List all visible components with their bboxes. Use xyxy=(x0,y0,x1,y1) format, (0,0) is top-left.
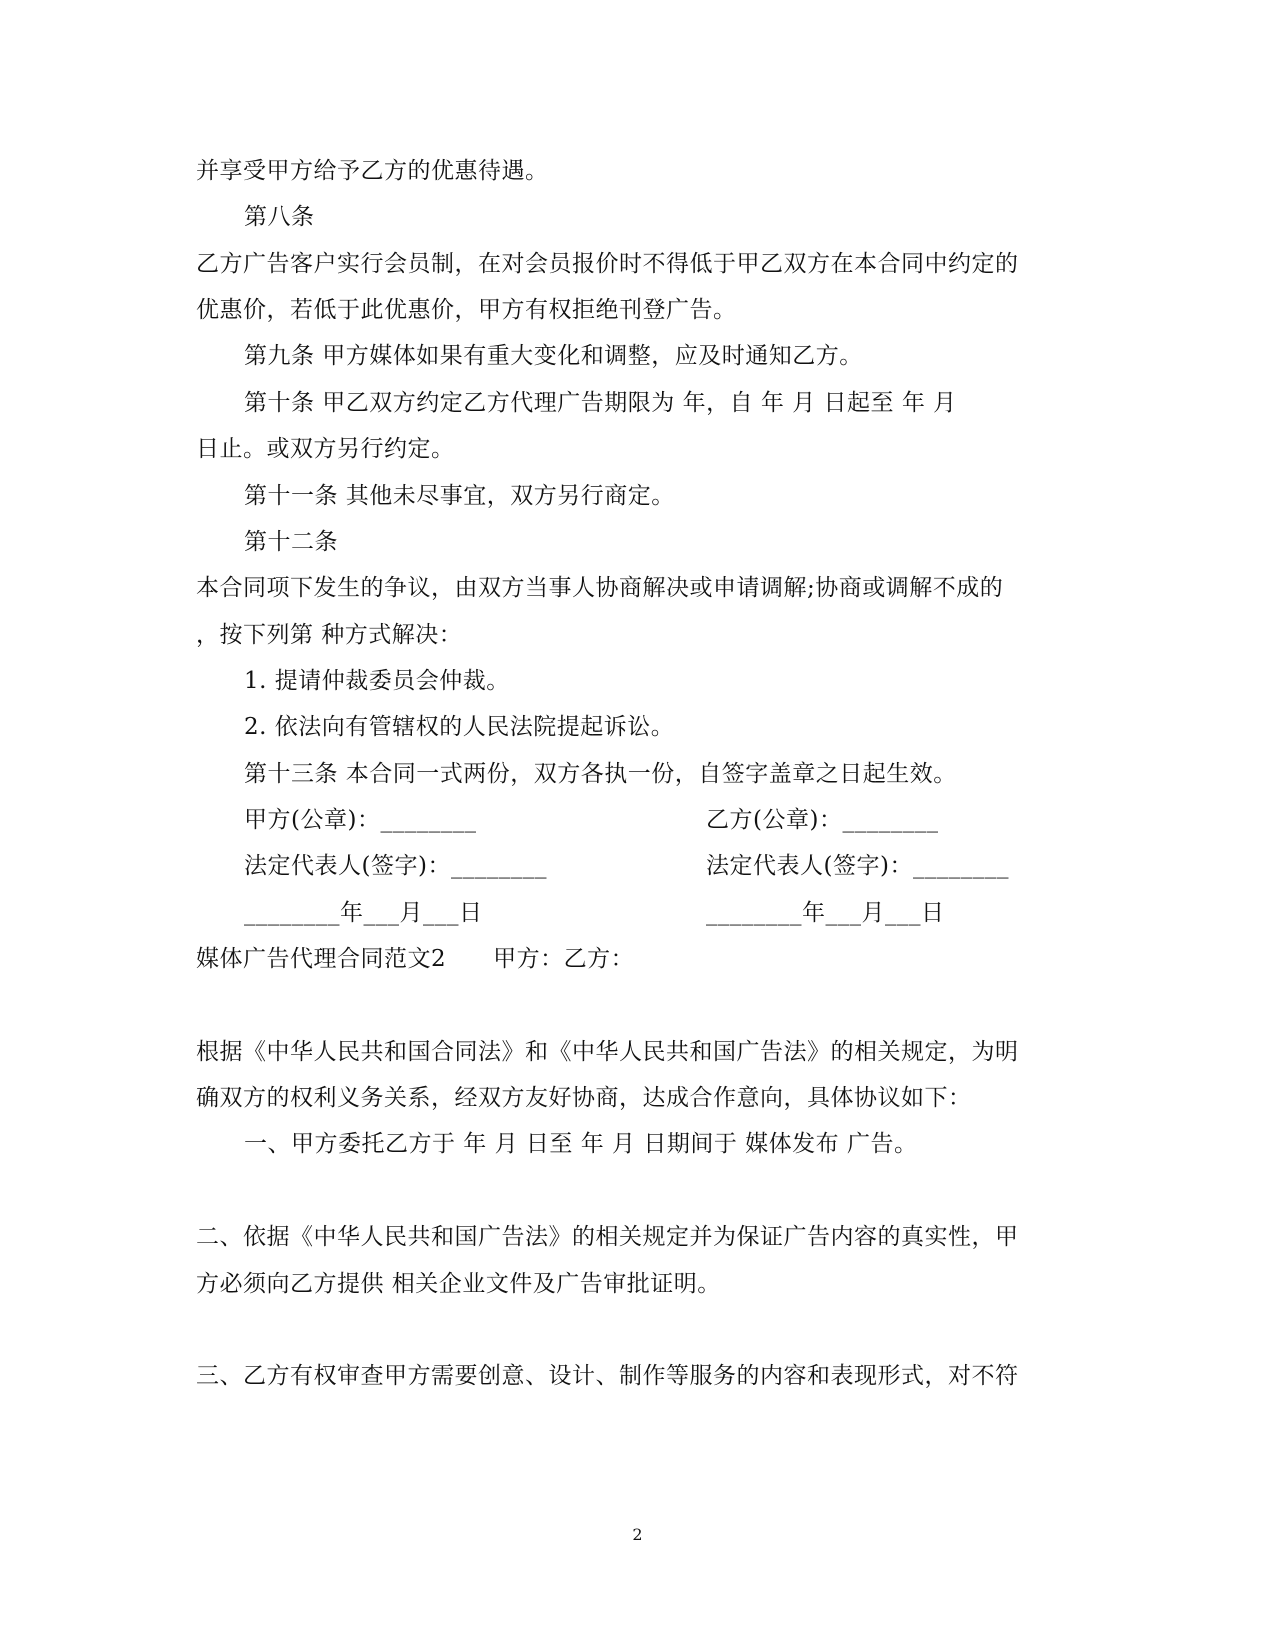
section-title: 媒体广告代理合同范文2 甲方：乙方： xyxy=(196,946,635,972)
text-line: ，按下列第 种方式解决： xyxy=(196,622,463,648)
party-b-rep: 法定代表人(签字)：________ xyxy=(706,853,1009,879)
party-b-date: ________年___月___日 xyxy=(706,900,945,926)
text-line: 第十条 甲乙双方约定乙方代理广告期限为 年，自 年 月 日起至 年 月 xyxy=(244,390,957,416)
list-item: 1. 提请仲裁委员会仲裁。 xyxy=(244,668,510,694)
text-line: 方必须向乙方提供 相关企业文件及广告审批证明。 xyxy=(196,1271,721,1297)
text-line: 二、依据《中华人民共和国广告法》的相关规定并为保证广告内容的真实性，甲 xyxy=(196,1224,1019,1250)
text-line: 一、甲方委托乙方于 年 月 日至 年 月 日期间于 媒体发布 广告。 xyxy=(244,1131,918,1157)
text-line: 确双方的权利义务关系，经双方友好协商，达成合作意向，具体协议如下： xyxy=(196,1085,972,1111)
text-line: 本合同项下发生的争议，由双方当事人协商解决或申请调解;协商或调解不成的 xyxy=(196,575,1004,601)
party-b-seal: 乙方(公章)：________ xyxy=(706,807,939,833)
page-number: 2 xyxy=(632,1525,643,1544)
text-line: 第十一条 其他未尽事宜，双方另行商定。 xyxy=(244,483,675,509)
text-line: 根据《中华人民共和国合同法》和《中华人民共和国广告法》的相关规定，为明 xyxy=(196,1039,1019,1065)
party-a-seal: 甲方(公章)：________ xyxy=(244,807,477,833)
list-item: 2. 依法向有管辖权的人民法院提起诉讼。 xyxy=(244,714,675,740)
text-line: 日止。或双方另行约定。 xyxy=(196,436,455,462)
party-a-rep: 法定代表人(签字)：________ xyxy=(244,853,547,879)
text-line: 乙方广告客户实行会员制，在对会员报价时不得低于甲乙双方在本合同中约定的 xyxy=(196,251,1019,277)
text-line: 三、乙方有权审查甲方需要创意、设计、制作等服务的内容和表现形式，对不符 xyxy=(196,1363,1019,1389)
text-line: 并享受甲方给予乙方的优惠待遇。 xyxy=(196,158,549,184)
text-line: 第十三条 本合同一式两份，双方各执一份，自签字盖章之日起生效。 xyxy=(244,761,957,787)
article-heading: 第十二条 xyxy=(244,529,338,555)
article-heading: 第八条 xyxy=(244,204,315,230)
party-a-date: ________年___月___日 xyxy=(244,900,483,926)
text-line: 优惠价，若低于此优惠价，甲方有权拒绝刊登广告。 xyxy=(196,297,737,323)
text-line: 第九条 甲方媒体如果有重大变化和调整，应及时通知乙方。 xyxy=(244,343,863,369)
